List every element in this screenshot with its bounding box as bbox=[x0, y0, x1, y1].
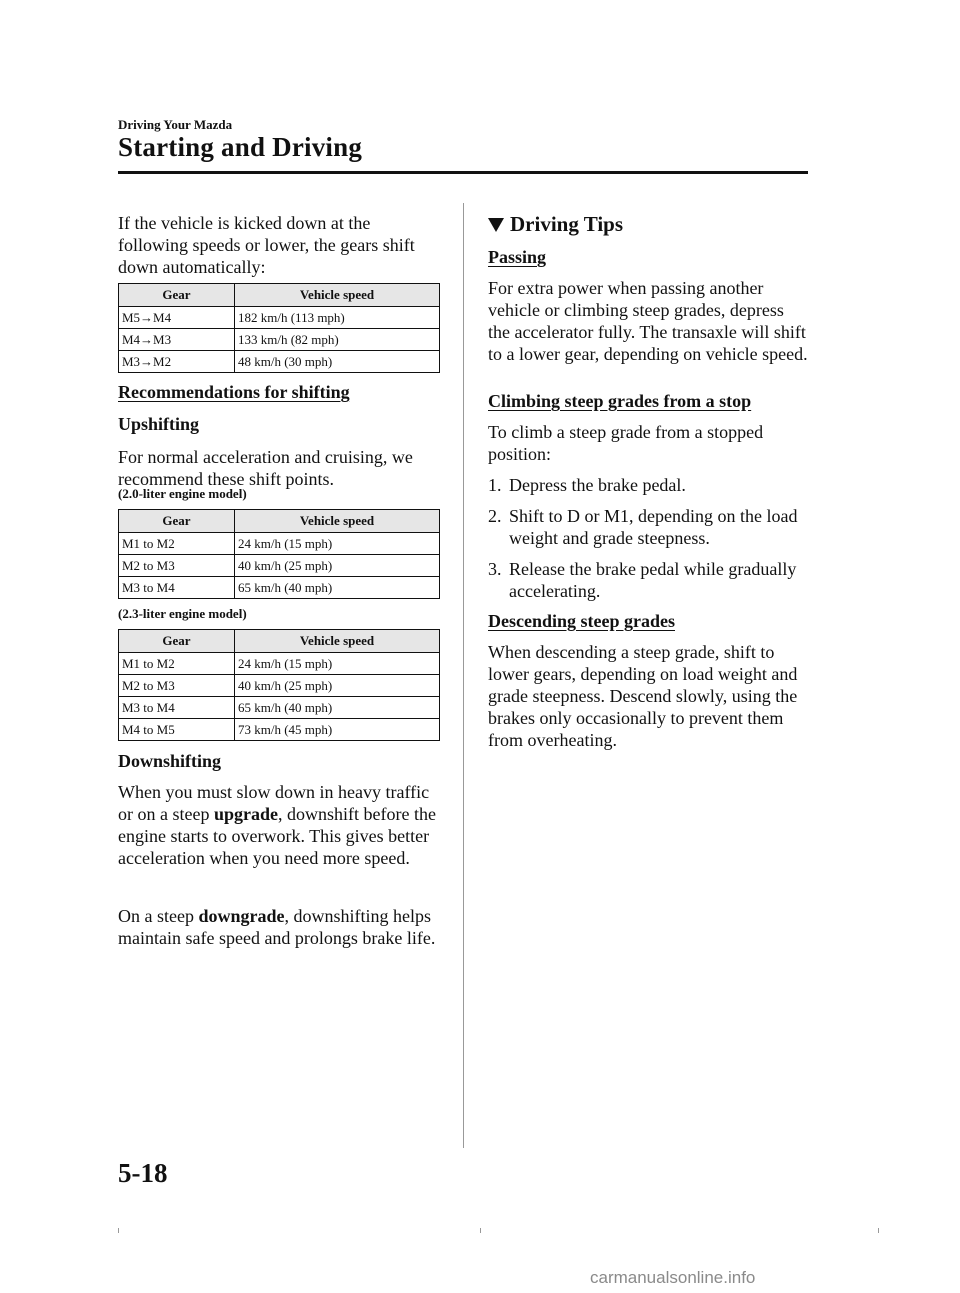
downshifting-paragraph-2 bbox=[118, 905, 440, 949]
upshifting-text: For normal acceleration and cruising, we recommend these shift points. bbox=[118, 447, 413, 489]
climbing-text: To climb a steep grade from a stopped position: bbox=[488, 422, 764, 464]
crop-mark bbox=[480, 1228, 481, 1233]
column-header-speed: Vehicle speed bbox=[235, 510, 440, 533]
section-label: Driving Your Mazda bbox=[118, 117, 233, 132]
column-header-speed: Vehicle speed bbox=[235, 630, 440, 653]
column-header-gear: Gear bbox=[119, 510, 235, 533]
gear-cell: M4 to M5 bbox=[119, 719, 235, 741]
gear-cell: M1 to M2 bbox=[119, 653, 235, 675]
step-number: 2. bbox=[488, 506, 502, 526]
table-header-row bbox=[119, 284, 440, 307]
downshifting-heading: Downshifting bbox=[118, 751, 222, 771]
gear-cell: M3 to M4 bbox=[119, 577, 235, 599]
descending-heading: Descending steep grades bbox=[488, 611, 675, 631]
driving-tips-heading bbox=[488, 212, 810, 237]
list-item bbox=[488, 558, 810, 602]
upshift-2-3-table bbox=[118, 629, 440, 741]
table-row bbox=[119, 329, 440, 351]
step-number: 1. bbox=[488, 475, 502, 495]
table-row bbox=[119, 577, 440, 599]
page-number: 5-18 bbox=[118, 1158, 168, 1188]
upshifting-heading: Upshifting bbox=[118, 414, 200, 434]
table-header-row bbox=[119, 510, 440, 533]
table-row bbox=[119, 555, 440, 577]
text-run: , downshift before the engine starts to overwork. This gives better acceleration when you need more speed. bbox=[118, 804, 436, 868]
table-row bbox=[119, 697, 440, 719]
bold-term-downgrade: downgrade bbox=[198, 906, 285, 926]
step-text: Depress the brake pedal. bbox=[509, 475, 686, 495]
crop-mark bbox=[118, 1228, 119, 1233]
speed-cell: 48 km/h (30 mph) bbox=[235, 351, 440, 373]
speed-cell: 65 km/h (40 mph) bbox=[235, 697, 440, 719]
kickdown-intro: If the vehicle is kicked down at the following speeds or lower, the gears shift down automatically: bbox=[118, 213, 415, 277]
column-header-speed: Vehicle speed bbox=[235, 284, 440, 307]
downshifting-paragraph-1 bbox=[118, 781, 440, 869]
speed-cell: 40 km/h (25 mph) bbox=[235, 555, 440, 577]
engine-2-3-label: (2.3-liter engine model) bbox=[118, 606, 247, 621]
watermark: carmanualsonline.info bbox=[590, 1268, 756, 1287]
recommendations-heading: Recommendations for shifting bbox=[118, 382, 350, 402]
table-row bbox=[119, 653, 440, 675]
table-header-row bbox=[119, 630, 440, 653]
speed-cell: 73 km/h (45 mph) bbox=[235, 719, 440, 741]
title-rule bbox=[118, 171, 808, 174]
descending-text: When descending a steep grade, shift to lower gears, depending on load weight and grade steepness. Descend slowly, using the brakes only occasionally to prevent them from overheating. bbox=[488, 642, 798, 750]
table-row bbox=[119, 719, 440, 741]
table-row bbox=[119, 307, 440, 329]
speed-cell: 24 km/h (15 mph) bbox=[235, 653, 440, 675]
text-run: , downshifting helps maintain safe speed and prolongs brake life. bbox=[118, 906, 436, 948]
triangle-down-icon bbox=[488, 218, 504, 232]
passing-heading: Passing bbox=[488, 247, 547, 267]
upshift-2-0-table bbox=[118, 509, 440, 599]
gear-cell: M2 to M3 bbox=[119, 675, 235, 697]
text-run: When you must slow down in heavy traffic or on a steep bbox=[118, 782, 430, 824]
speed-cell: 40 km/h (25 mph) bbox=[235, 675, 440, 697]
gear-cell: M3 to M4 bbox=[119, 697, 235, 719]
chapter-title: Starting and Driving bbox=[118, 132, 363, 162]
gear-cell: M1 to M2 bbox=[119, 533, 235, 555]
speed-cell: 133 km/h (82 mph) bbox=[235, 329, 440, 351]
gear-cell: M2 to M3 bbox=[119, 555, 235, 577]
list-item bbox=[488, 474, 810, 496]
gear-cell: M4→M3 bbox=[119, 329, 235, 351]
speed-cell: 24 km/h (15 mph) bbox=[235, 533, 440, 555]
column-header-gear: Gear bbox=[119, 630, 235, 653]
passing-text: For extra power when passing another vehicle or climbing steep grades, depress the accelerator fully. The transaxle will shift to a lower gear, depending on vehicle speed. bbox=[488, 278, 808, 364]
driving-tips-title: Driving Tips bbox=[510, 212, 624, 236]
table-row bbox=[119, 351, 440, 373]
crop-mark bbox=[878, 1228, 879, 1233]
gear-cell: M5→M4 bbox=[119, 307, 235, 329]
kickdown-table bbox=[118, 283, 440, 373]
climbing-steps-list bbox=[488, 474, 810, 602]
engine-2-0-label: (2.0-liter engine model) bbox=[118, 486, 247, 501]
climbing-heading: Climbing steep grades from a stop bbox=[488, 391, 752, 411]
step-number: 3. bbox=[488, 559, 502, 579]
speed-cell: 182 km/h (113 mph) bbox=[235, 307, 440, 329]
step-text: Shift to D or M1, depending on the load weight and grade steepness. bbox=[509, 506, 798, 548]
bold-term-upgrade: upgrade bbox=[213, 804, 278, 824]
text-run: On a steep bbox=[118, 906, 199, 926]
column-header-gear: Gear bbox=[119, 284, 235, 307]
step-text: Release the brake pedal while gradually accelerating. bbox=[509, 559, 797, 601]
gear-cell: M3→M2 bbox=[119, 351, 235, 373]
column-divider bbox=[463, 203, 464, 1148]
table-row bbox=[119, 533, 440, 555]
speed-cell: 65 km/h (40 mph) bbox=[235, 577, 440, 599]
list-item bbox=[488, 505, 810, 549]
table-row bbox=[119, 675, 440, 697]
